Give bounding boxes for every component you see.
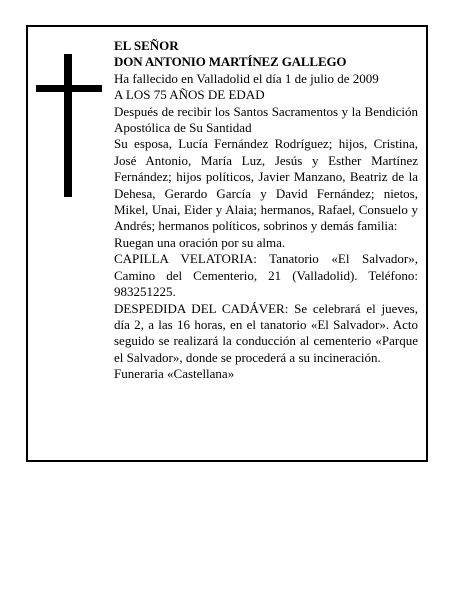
sacraments-text: Después de recibir los Santos Sacramentos y la Bendición Apostólica de Su Santidad xyxy=(114,103,418,136)
chapel-info: CAPILLA VELATORIA: Tanatorio «El Salvador», Camino del Cementerio, 21 (Valladolid). Teléfono: 983251225. xyxy=(114,251,418,300)
title-line-1: EL SEÑOR xyxy=(114,38,179,53)
cross-icon xyxy=(36,54,102,197)
funeral-home: Funeraria «Castellana» xyxy=(114,366,235,382)
family-text: Su esposa, Lucía Fernández Rodríguez; hijos, Cristina, José Antonio, María Luz, Jesús y Esther Martínez Fernández; hijos políticos, Javier Manzano, Beatriz de la Dehesa, Gerardo García y David Fernández; nietos, Mikel, Unai, Eider y Alaia; hermanos, Rafael, Consuelo y Andrés; hermanos políticos, sobrinos y demás familia: xyxy=(114,136,418,234)
death-info: Ha fallecido en Valladolid el día 1 de julio de 2009 xyxy=(114,70,379,86)
farewell-info: DESPEDIDA DEL CADÁVER: Se celebrará el jueves, día 2, a las 16 horas, en el tanatorio «El Salvador». Acto seguido se realizará la conducción al cementerio «Parque el Salvador», donde se procederá a su incineración. xyxy=(114,300,418,365)
age: A LOS 75 AÑOS DE EDAD xyxy=(114,87,265,103)
deceased-name: DON ANTONIO MARTÍNEZ GALLEGO xyxy=(114,54,347,70)
cross-vertical-bar xyxy=(64,54,72,197)
cross-horizontal-bar xyxy=(36,85,102,92)
prayer-text: Ruegan una oración por su alma. xyxy=(114,234,286,250)
obituary-text xyxy=(114,38,418,383)
